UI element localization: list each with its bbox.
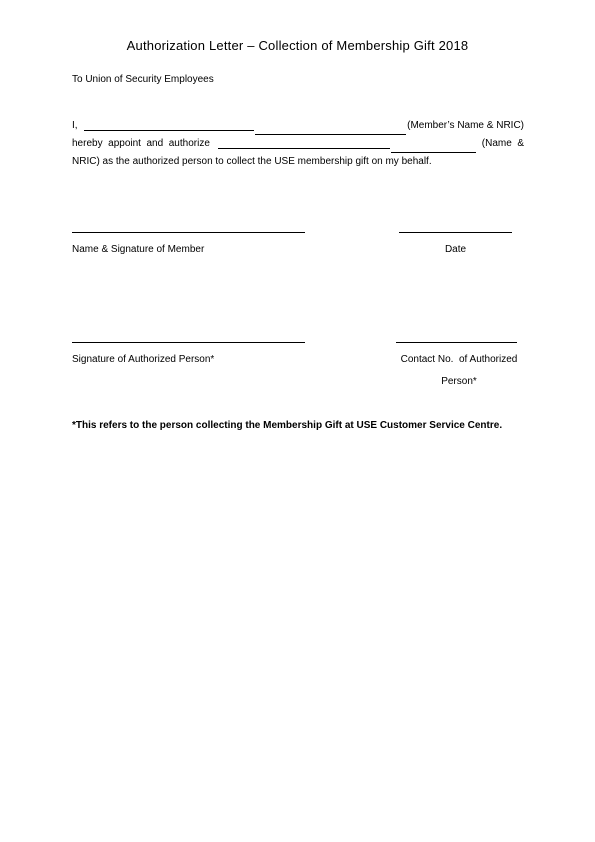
authorized-signature-label: Signature of Authorized Person* xyxy=(72,354,215,365)
contact-number-line[interactable] xyxy=(396,342,517,343)
member-name-field-part2[interactable] xyxy=(255,123,407,135)
document-title: Authorization Letter – Collection of Membership Gift 2018 xyxy=(126,38,469,53)
member-name-field-part1[interactable] xyxy=(84,119,254,131)
contact-label-line2: Person* xyxy=(441,376,477,387)
date-label: Date xyxy=(444,244,467,255)
addressee-line: To Union of Security Employees xyxy=(72,74,214,85)
paragraph-line-1 xyxy=(72,117,524,135)
member-signature-line[interactable] xyxy=(72,232,305,233)
footnote: *This refers to the person collecting the Membership Gift at USE Customer Service Centre. xyxy=(72,420,503,431)
contact-label-line1: Contact No. of Authorized xyxy=(400,354,518,365)
paragraph-line-2 xyxy=(72,135,524,153)
paragraph-line2-suffix: (Name & xyxy=(481,138,524,149)
paragraph-line-3 xyxy=(72,153,524,171)
authorized-name-field-part2[interactable] xyxy=(391,141,476,153)
paragraph-line3: NRIC) as the authorized person to collect the USE membership gift on my behalf. xyxy=(72,156,432,167)
paragraph-line1-prefix: I, xyxy=(72,120,78,131)
date-line[interactable] xyxy=(399,232,512,233)
authorized-name-field-part1[interactable] xyxy=(218,137,390,149)
paragraph-line2-prefix: hereby appoint and authorize xyxy=(72,138,210,149)
member-signature-label: Name & Signature of Member xyxy=(72,244,205,255)
authorization-paragraph xyxy=(72,117,524,171)
paragraph-line1-suffix: (Member’s Name & NRIC) xyxy=(407,120,524,131)
authorized-signature-line[interactable] xyxy=(72,342,305,343)
